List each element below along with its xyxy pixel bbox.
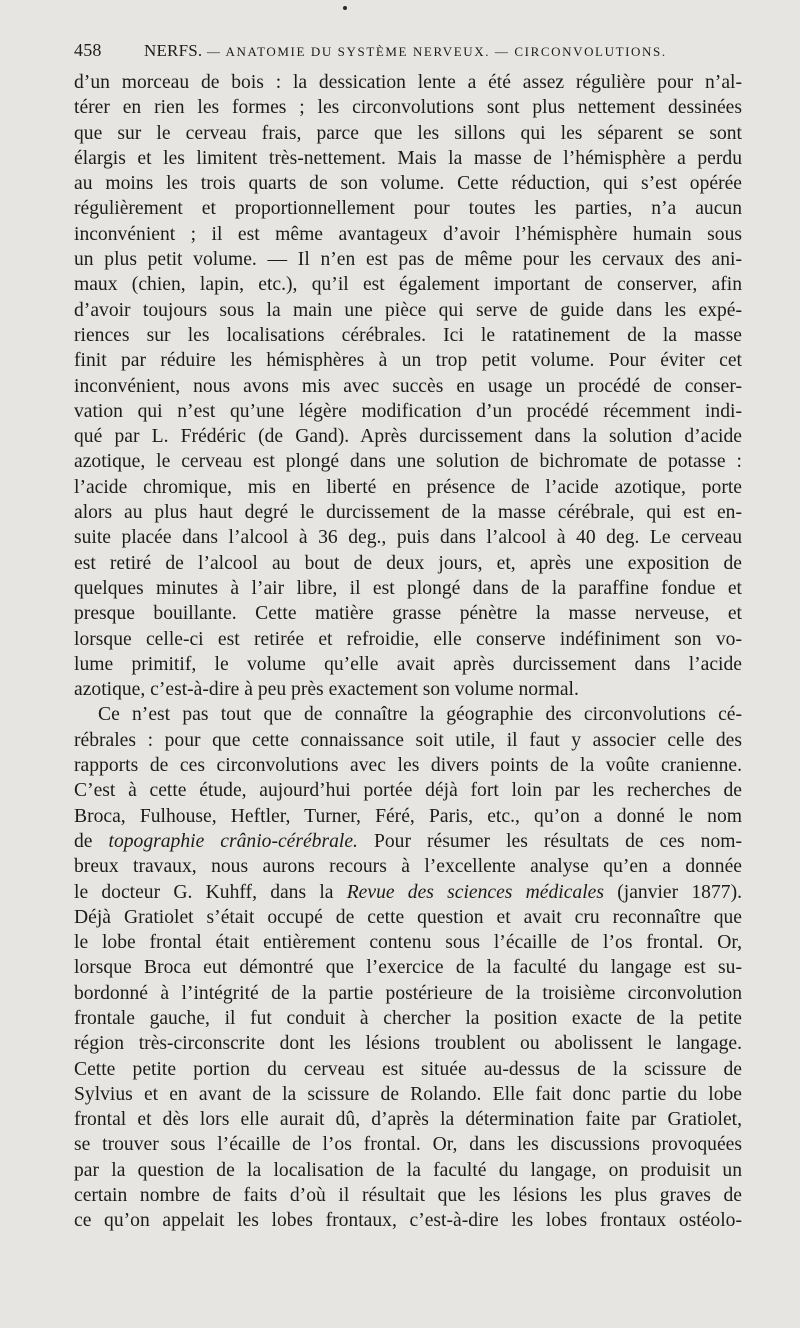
italic-term: topographie crânio-cérébrale. xyxy=(108,830,358,852)
text-line: lume primitif, le volume qu’elle avait après durcissement dans l’acide xyxy=(74,653,742,675)
line-suffix: Pour résumer les résultats de ces nom- xyxy=(357,830,742,852)
text-line: Sylvius et en avant de la scissure de Rolando. Elle fait donc partie du lobe xyxy=(74,1083,742,1105)
running-title-section: — ANATOMIE DU SYSTÈME NERVEUX. — CIRCONVOLUTIONS. xyxy=(206,44,667,59)
text-line: rébrales : pour que cette connaissance soit utile, il faut y associer celle des xyxy=(74,729,742,751)
text-line: régulièrement et proportionnellement pour toutes les parties, n’a aucun xyxy=(74,198,742,220)
text-line: région très-circonscrite dont les lésions troublent ou abolissent le langage. xyxy=(74,1033,742,1055)
text-line: l’acide chromique, mis en liberté en présence de l’acide azotique, porte xyxy=(74,476,742,498)
text-line: C’est à cette étude, aujourd’hui portée déjà fort loin par les recherches de xyxy=(74,780,742,802)
running-title xyxy=(144,41,667,61)
text-line: maux (chien, lapin, etc.), qu’il est également important de conserver, afin xyxy=(74,274,742,296)
text-line: lorsque Broca eut démontré que l’exercice de la faculté du langage est su- xyxy=(74,957,742,979)
text-line: lorsque celle-ci est retirée et refroidie, elle conserve indéfiniment son vo- xyxy=(74,628,742,650)
text-line: rapports de ces circonvolutions avec les divers points de la voûte cranienne. xyxy=(74,755,742,777)
text-line: quelques minutes à l’air libre, il est plongé dans de la paraffine fondue et xyxy=(74,577,742,599)
text-line: que sur le cerveau frais, parce que les sillons qui les séparent se sont xyxy=(74,122,742,144)
text-line: inconvénient ; il est même avantageux d’avoir l’hémisphère humain sous xyxy=(74,223,742,245)
page-number: 458 xyxy=(74,40,102,60)
text-line: frontale gauche, il fut conduit à chercher la position exacte de la petite xyxy=(74,1007,742,1029)
body-text xyxy=(74,70,742,1234)
text-line: d’un morceau de bois : la dessication lente a été assez régulière pour n’al- xyxy=(74,72,742,93)
text-line: bordonné à l’intégrité de la partie postérieure de la troisième circonvolution xyxy=(74,982,742,1004)
running-title-main: NERFS. xyxy=(144,41,203,60)
text-line: breux travaux, nous aurons recours à l’excellente analyse qu’en a donnée xyxy=(74,856,742,878)
paragraph-start-line: Ce n’est pas tout que de connaître la géographie des circonvolutions cé- xyxy=(98,704,742,726)
text-line: alors au plus haut degré le durcissement de la masse cérébrale, qui est en- xyxy=(74,502,742,524)
text-line: azotique, le cerveau est plongé dans une solution de bichromate de potasse : xyxy=(74,451,742,473)
text-line: Déjà Gratiolet s’était occupé de cette question et avait cru reconnaître que xyxy=(74,906,742,928)
text-line: vation qui n’est qu’une légère modification d’un procédé récemment indi- xyxy=(74,400,742,422)
print-speck xyxy=(343,6,347,10)
journal-title: Revue des sciences médicales xyxy=(346,881,604,903)
text-line: térer en rien les formes ; les circonvolutions sont plus nettement dessinées xyxy=(74,97,742,119)
text-line: se trouver sous l’écaille de l’os frontal. Or, dans les discussions provoquées xyxy=(74,1134,742,1156)
text-line: certain nombre de faits d’où il résultait que les lésions les plus graves de xyxy=(74,1185,742,1207)
text-line: est retiré de l’alcool au bout de deux jours, et, après une exposition de xyxy=(74,552,742,574)
text-line: frontal et dès lors elle aurait dû, d’après la détermination faite par Gratiolet, xyxy=(74,1109,742,1131)
text-line: au moins les trois quarts de son volume. Cette réduction, qui s’est opérée xyxy=(74,173,742,195)
text-line: inconvénient, nous avons mis avec succès en usage un procédé de conser- xyxy=(74,375,742,397)
text-line: qué par L. Frédéric (de Gand). Après durcissement dans la solution d’acide xyxy=(74,426,742,448)
line-prefix: de xyxy=(74,830,109,852)
line-prefix: le docteur G. Kuhff, dans la xyxy=(74,881,347,903)
text-line-with-italic xyxy=(74,829,742,854)
text-line: finit par réduire les hémisphères à un trop petit volume. Pour éviter cet xyxy=(74,350,742,372)
text-line: Cette petite portion du cerveau est située au-dessus de la scissure de xyxy=(74,1058,742,1080)
running-header xyxy=(74,40,774,66)
text-line: élargis et les limitent très-nettement. Mais la masse de l’hémisphère a perdu xyxy=(74,147,742,169)
text-line: un plus petit volume. — Il n’en est pas de même pour les cervaux des ani- xyxy=(74,249,742,271)
text-line: d’avoir toujours sous la main une pièce qui serve de guide dans les expé- xyxy=(74,299,742,321)
text-line: presque bouillante. Cette matière grasse pénètre la masse nerveuse, et xyxy=(74,603,742,625)
text-line: riences sur les localisations cérébrales. Ici le ratatinement de la masse xyxy=(74,324,742,346)
text-line: suite placée dans l’alcool à 36 deg., puis dans l’alcool à 40 deg. Le cerveau xyxy=(74,527,742,549)
text-line-with-italic xyxy=(74,880,742,905)
text-line: ce qu’on appelait les lobes frontaux, c’est-à-dire les lobes frontaux ostéolo- xyxy=(74,1210,742,1232)
text-line: par la question de la localisation de la faculté du langage, on produisit un xyxy=(74,1159,742,1181)
text-line: le lobe frontal était entièrement contenu sous l’écaille de l’os frontal. Or, xyxy=(74,932,742,954)
paragraph-end-line: azotique, c’est-à-dire à peu près exactement son volume normal. xyxy=(74,679,579,701)
text-line: Broca, Fulhouse, Heftler, Turner, Féré, Paris, etc., qu’on a donné le nom xyxy=(74,805,742,827)
line-suffix: (janvier 1877). xyxy=(604,881,742,903)
